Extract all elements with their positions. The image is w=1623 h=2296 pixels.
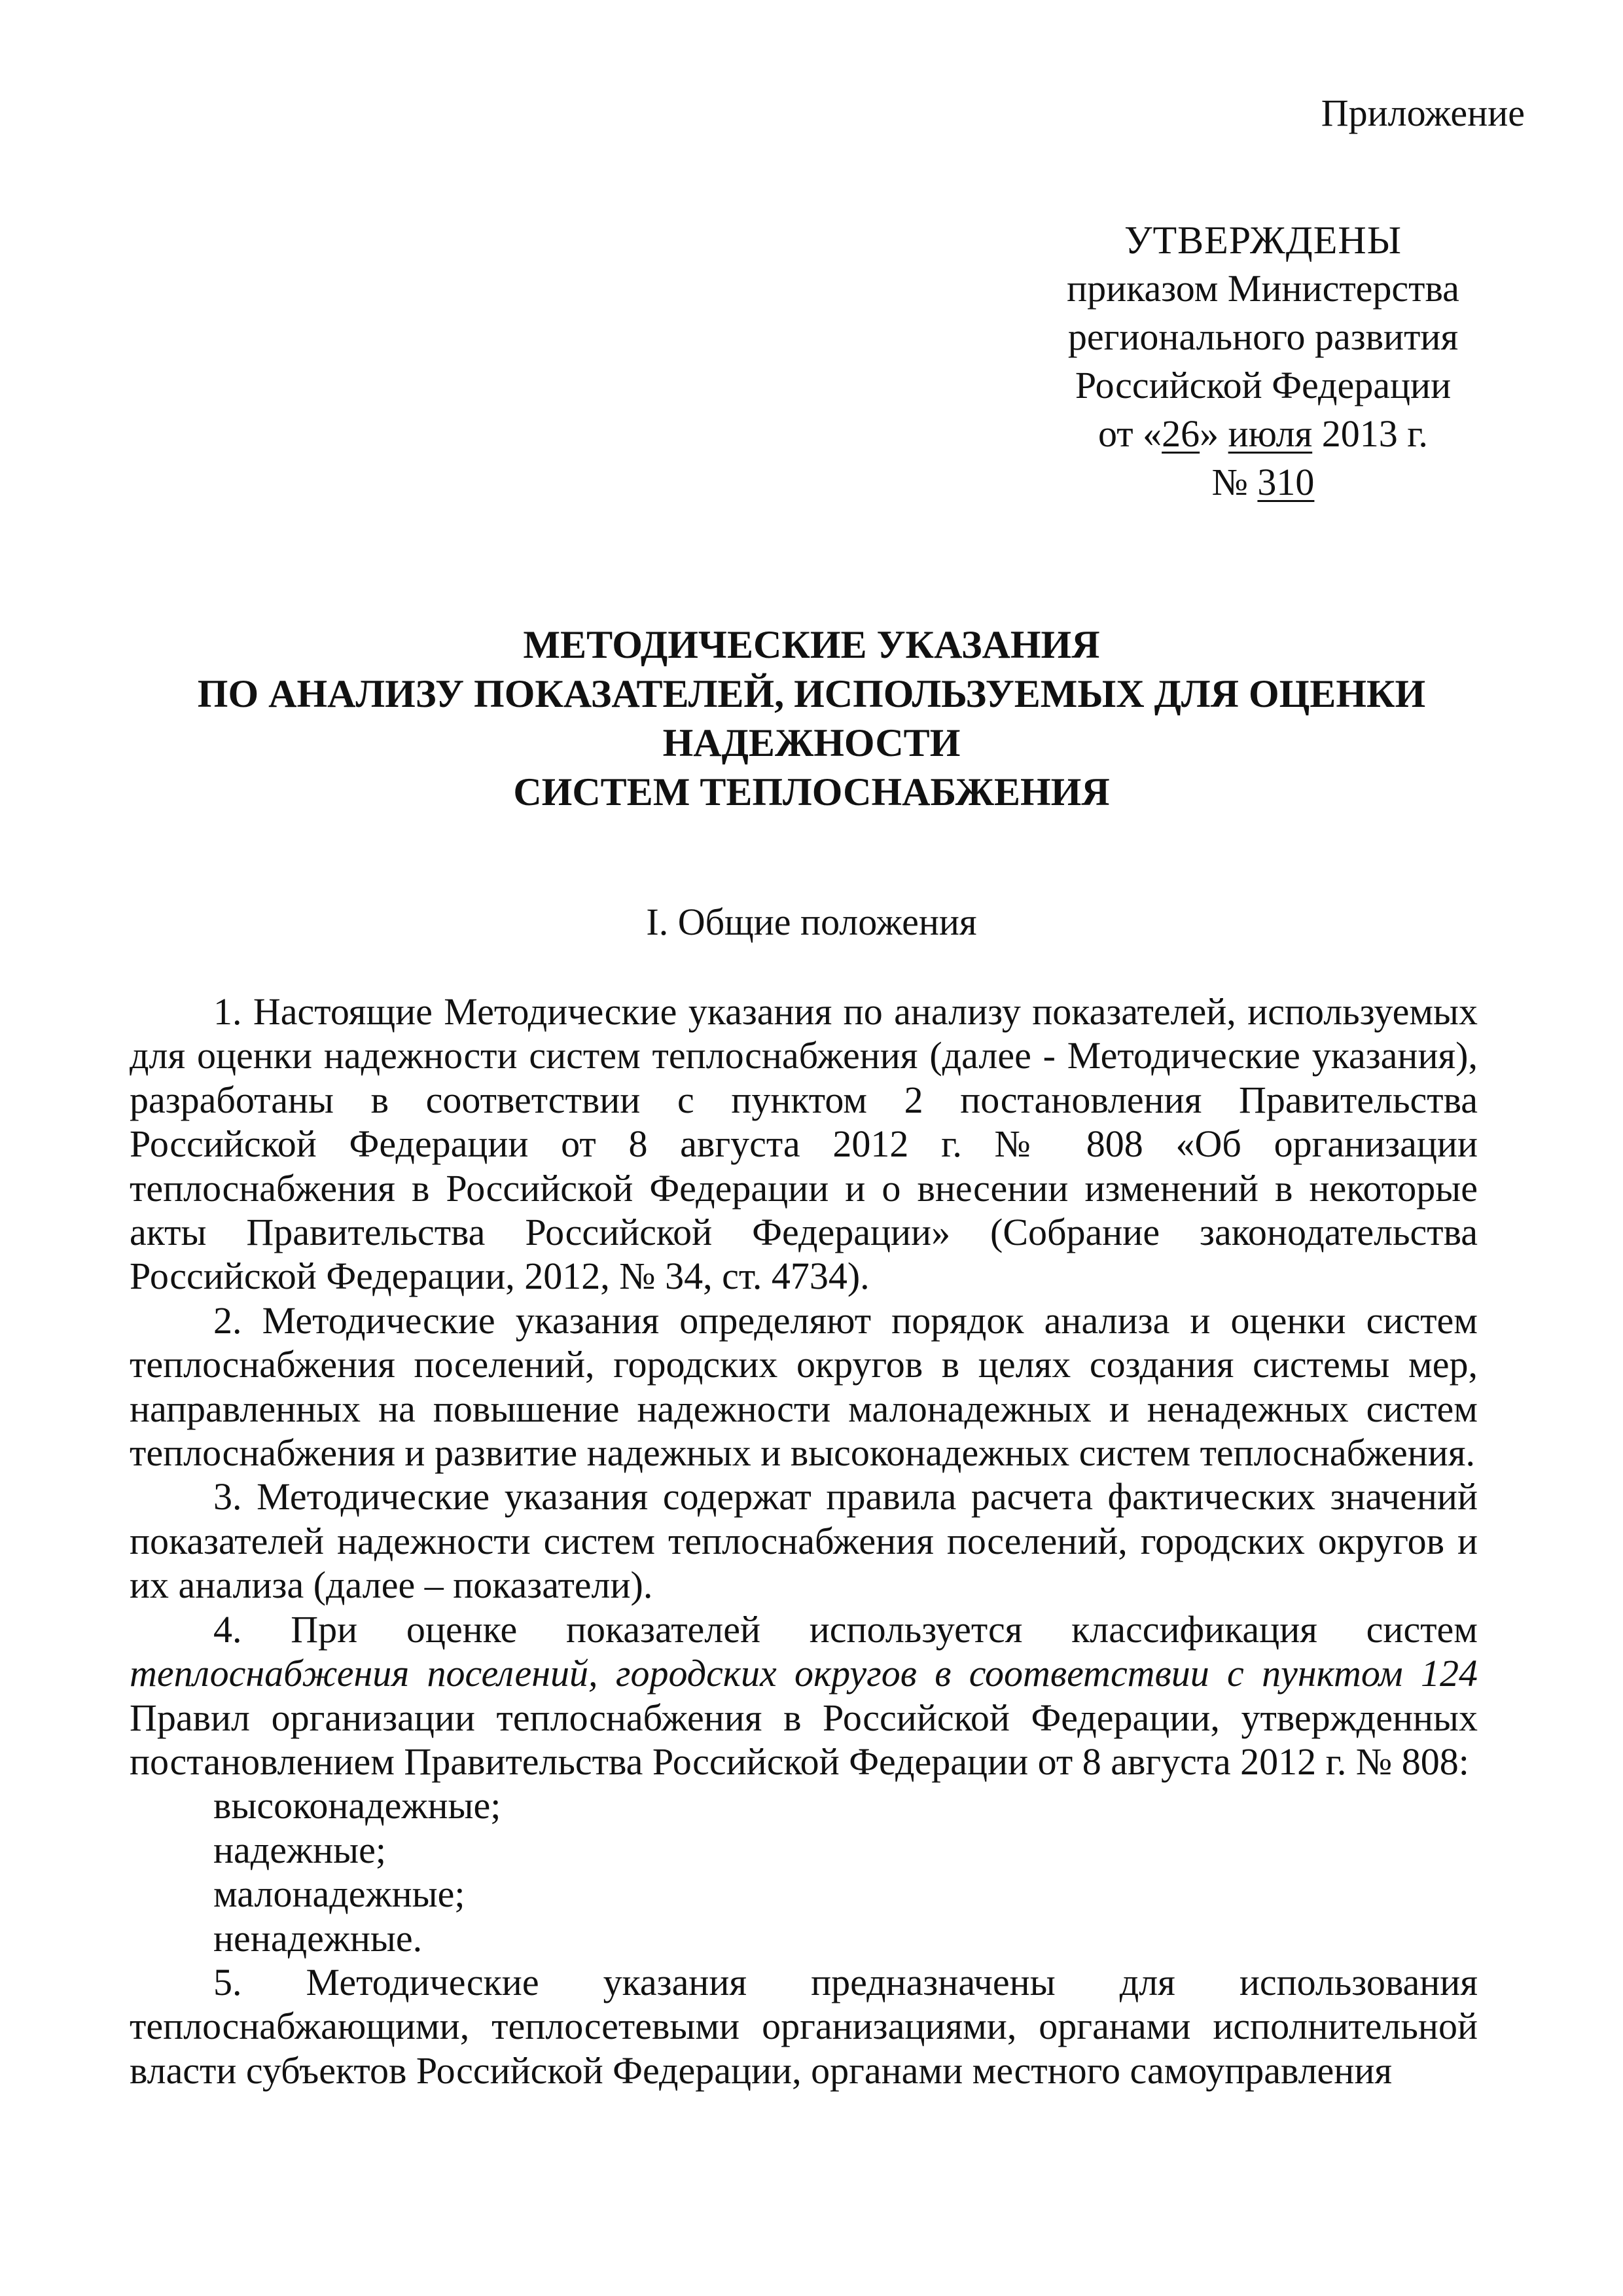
list-item: малонадежные; [213,1873,465,1916]
approval-line-3: Российской Федерации [1075,364,1452,406]
paragraph-1: 1. Настоящие Методические указания по анализу показателей, используемых для оценки надежности систем теплоснабжения (далее - Методические указания), разработаны в соответствии с пунктом 2 постановления Правительства Российской Федерации от 8 августа 2012 г. № 808 «Об организации теплоснабжения в Российской Федерации и о внесении изменений в некоторые акты Правительства Российской Федерации» (Собрание законодательства Российской Федерации, 2012, № 34, ст. 4734). [130,990,1478,1298]
approval-line-2: регионального развития [1067,315,1459,358]
paragraph-5: 5. Методические указания предназначены для использования теплоснабжающими, теплосетевыми организациями, органами исполнительной власти субъектов Российской Федерации, органами местного самоуправления [130,1960,1478,2092]
number-prefix: № [1211,461,1258,503]
paragraph-4-start: 4. При оценке показателей используется классификация систем [213,1607,1478,1651]
paragraph-4-end: Правил организации теплоснабжения в Российской Федерации, утвержденных постановлением Правительства Российской Федерации от 8 августа 2012 г. № 808: [130,1696,1478,1783]
list-item: высоконадежные; [213,1784,501,1827]
title-line-3: НАДЕЖНОСТИ [662,721,961,764]
date-day: 26 [1162,412,1200,455]
date-mid: » [1200,412,1228,455]
list-item: надежные; [213,1828,386,1871]
date-month: июля [1228,412,1313,455]
approval-number [1034,458,1492,507]
title-line-2: ПО АНАЛИЗУ ПОКАЗАТЕЛЕЙ, ИСПОЛЬЗУЕМЫХ ДЛЯ ОЦЕНКИ [197,672,1426,715]
approval-block [1034,216,1492,507]
date-prefix: от « [1098,412,1162,455]
paragraph-4-italic: теплоснабжения поселений, городских округов в соответствии с пунктом 124 [130,1652,1478,1695]
appendix-label: Приложение [1321,92,1525,134]
title-line-1: МЕТОДИЧЕСКИЕ УКАЗАНИЯ [523,623,1100,666]
approval-head: УТВЕРЖДЕНЫ [1124,219,1402,262]
paragraph-3: 3. Методические указания содержат правила расчета фактических значений показателей надежности систем теплоснабжения поселений, городских округов и их анализа (далее – показатели). [130,1475,1478,1607]
section-heading: I. Общие положения [646,901,977,943]
paragraph-2: 2. Методические указания определяют порядок анализа и оценки систем теплоснабжения поселений, городских округов в целях создания системы мер, направленных на повышение надежности малонадежных и ненадежных систем теплоснабжения и развитие надежных и высоконадежных систем теплоснабжения. [130,1299,1478,1475]
document-title [105,620,1518,817]
approval-date [1034,410,1492,458]
list-item: ненадежные. [213,1916,423,1960]
order-number: 310 [1257,461,1315,503]
document-body [130,990,1478,2092]
date-suffix: 2013 г. [1312,412,1428,455]
approval-line-1: приказом Министерства [1067,267,1459,310]
title-line-4: СИСТЕМ ТЕПЛОСНАБЖЕНИЯ [513,770,1110,814]
paragraph-4 [130,1607,1478,1784]
